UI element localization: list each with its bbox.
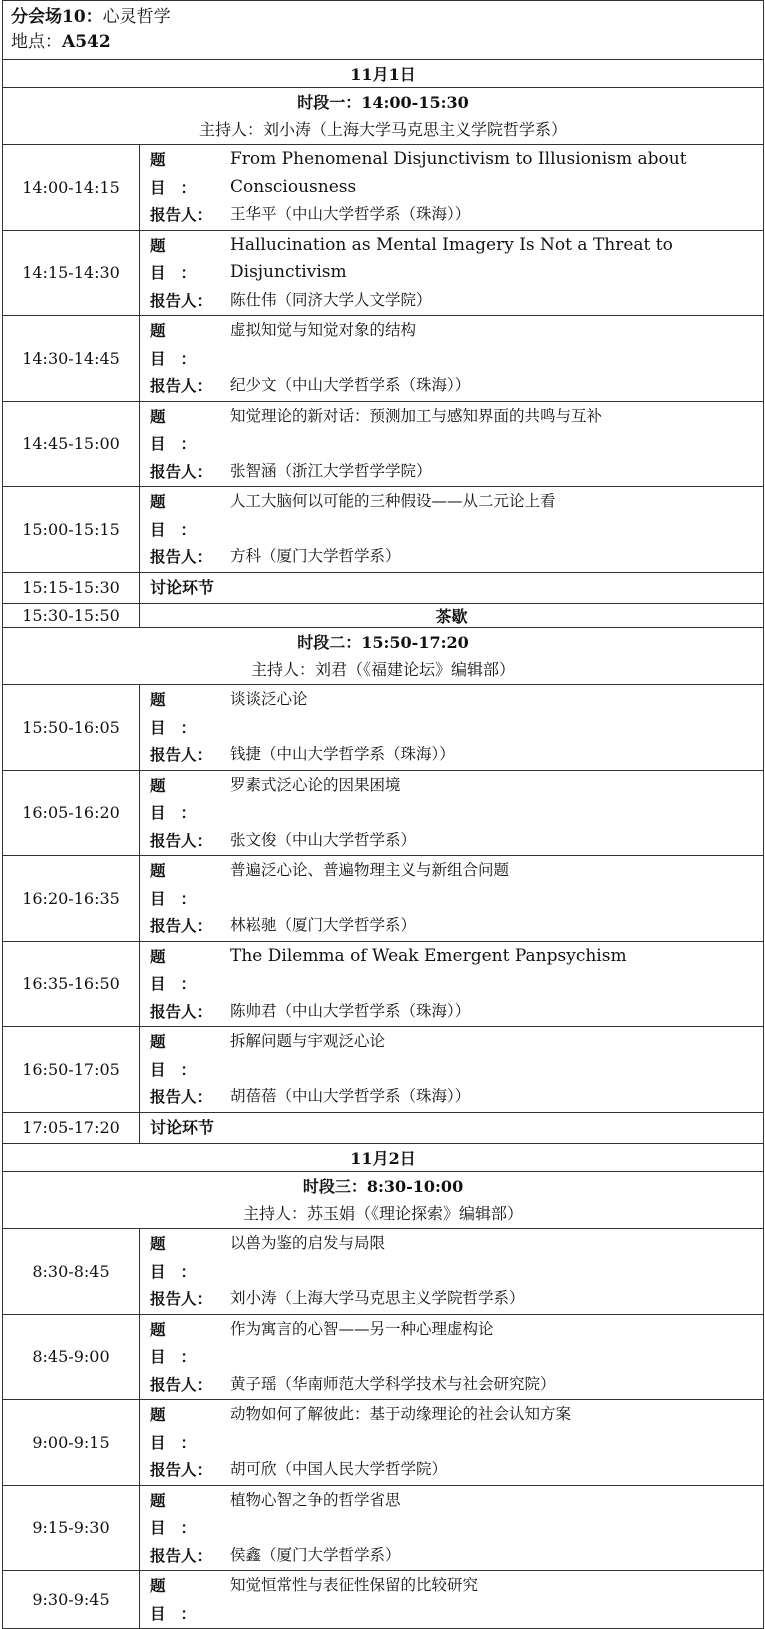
talk-row [3, 1571, 764, 1629]
speaker-label: 报告人： [150, 830, 213, 850]
talk-row [3, 1027, 764, 1113]
discussion-cell [140, 1112, 764, 1144]
session-host: 主持人：刘小涛（上海大学马克思主义学院哲学系） [199, 120, 568, 139]
speaker-label: 报告人： [150, 1460, 213, 1479]
talk-time: 8:30-8:45 [3, 1229, 140, 1315]
venue-label: 分会场10： [11, 7, 103, 27]
talk-details [140, 487, 764, 573]
talk-title: From Phenomenal Disjunctivism to Illusionism about Consciousness [230, 149, 687, 197]
discussion-row [3, 1112, 764, 1144]
discussion-row [3, 572, 764, 604]
tea-break-row [3, 604, 764, 628]
title-label: 题 目： [150, 150, 212, 197]
talk-details [140, 856, 764, 942]
session-title: 时段三：8:30-10:00 [302, 1177, 464, 1196]
talk-row [3, 856, 764, 942]
session-header-row [3, 628, 764, 685]
talk-title-line [150, 943, 759, 998]
location-label: 地点： [11, 32, 62, 52]
session-header [3, 88, 764, 145]
talk-title-line [150, 1316, 759, 1371]
talk-details [140, 941, 764, 1027]
talk-title-line [150, 857, 759, 912]
talk-row [3, 1485, 764, 1571]
discussion-time: 15:15-15:30 [3, 572, 140, 604]
session-title: 时段二：15:50-17:20 [297, 633, 469, 652]
talk-speaker: 林崧驰（厦门大学哲学系） [230, 916, 417, 934]
title-label: 题 目： [150, 1490, 212, 1537]
talk-time: 9:15-9:30 [3, 1485, 140, 1571]
discussion-label: 讨论环节 [150, 577, 215, 597]
talk-title-line [150, 403, 759, 458]
speaker-label: 报告人： [150, 461, 213, 481]
talk-title-line [150, 488, 759, 543]
session-header-row [3, 88, 764, 145]
talk-title-line [150, 772, 759, 827]
discussion-time: 17:05-17:20 [3, 1112, 140, 1144]
speaker-label: 报告人： [150, 1545, 213, 1565]
session-header [3, 1172, 764, 1229]
talk-title-line [150, 1401, 759, 1456]
talk-speaker-line [150, 1456, 759, 1484]
talk-speaker-line [150, 201, 759, 229]
talk-title: 拆解问题与宇观泛心论 [230, 1032, 386, 1050]
venue-name: 心灵哲学 [102, 7, 171, 27]
talk-details [140, 1229, 764, 1315]
talk-time: 14:00-14:15 [3, 145, 140, 231]
session-title: 时段一：14:00-15:30 [297, 93, 469, 112]
talk-row [3, 145, 764, 231]
date-heading: 11月2日 [3, 1144, 764, 1172]
talk-title-line [150, 232, 759, 287]
schedule-table [2, 0, 764, 1629]
talk-details [140, 770, 764, 856]
talk-speaker: 胡可欣（中国人民大学哲学院） [230, 1460, 448, 1478]
talk-title-line [150, 1028, 759, 1083]
session-host: 主持人：刘君（《福建论坛》编辑部） [251, 660, 516, 679]
talk-details [140, 1400, 764, 1486]
talk-details [140, 685, 764, 771]
talk-title: 罗素式泛心论的因果困境 [230, 775, 401, 794]
talk-title: 人工大脑何以可能的三种假设——从二元论上看 [230, 492, 556, 510]
talk-row [3, 941, 764, 1027]
title-label: 题 目： [150, 775, 212, 822]
talk-row [3, 770, 764, 856]
talk-speaker-line [150, 998, 759, 1026]
talk-speaker-line [150, 1371, 759, 1399]
talk-title: 以兽为鉴的启发与局限 [230, 1234, 386, 1252]
talk-title: 作为寓言的心智——另一种心理虚构论 [230, 1319, 494, 1338]
title-label: 题 目： [150, 1576, 212, 1623]
title-label: 题 目： [150, 492, 212, 539]
speaker-label: 报告人： [150, 916, 213, 935]
speaker-label: 报告人： [150, 1374, 213, 1394]
talk-speaker-line [150, 458, 759, 486]
talk-title-line [150, 146, 759, 201]
talk-details [140, 145, 764, 231]
talk-speaker: 胡蓓蓓（中山大学哲学系（珠海）） [230, 1087, 471, 1105]
talk-title: Hallucination as Mental Imagery Is Not a Threat to Disjunctivism [230, 234, 673, 282]
speaker-label: 报告人： [150, 1289, 213, 1308]
talk-details [140, 230, 764, 316]
speaker-label: 报告人： [150, 547, 213, 566]
title-label: 题 目： [150, 406, 212, 453]
talk-details [140, 1027, 764, 1113]
speaker-label: 报告人： [150, 290, 213, 310]
talk-speaker: 陈帅君（中山大学哲学系（珠海）） [230, 1001, 471, 1020]
talk-speaker: 王华平（中山大学哲学系（珠海）） [230, 205, 471, 223]
talk-speaker-line [150, 287, 759, 315]
talk-speaker-line [150, 912, 759, 940]
talk-time: 15:50-16:05 [3, 685, 140, 771]
talk-speaker: 侯鑫（厦门大学哲学系） [230, 1545, 401, 1564]
talk-speaker-line [150, 741, 759, 769]
speaker-label: 报告人： [150, 205, 213, 224]
talk-title: 知觉恒常性与表征性保留的比较研究 [230, 1576, 479, 1594]
talk-title-line [150, 317, 759, 372]
title-label: 题 目： [150, 1032, 212, 1079]
talk-time: 14:15-14:30 [3, 230, 140, 316]
talk-speaker-line [150, 1083, 759, 1111]
talk-time: 16:50-17:05 [3, 1027, 140, 1113]
talk-speaker-line [150, 372, 759, 400]
talk-time: 9:00-9:15 [3, 1400, 140, 1486]
title-label: 题 目： [150, 1405, 212, 1452]
discussion-cell [140, 572, 764, 604]
talk-title: 谈谈泛心论 [230, 690, 308, 708]
talk-speaker-line [150, 1542, 759, 1570]
talk-title: 普遍泛心论、普遍物理主义与新组合问题 [230, 861, 510, 879]
talk-title: The Dilemma of Weak Emergent Panpsychism [230, 945, 627, 966]
talk-speaker-line [150, 827, 759, 855]
talk-time: 16:05-16:20 [3, 770, 140, 856]
title-label: 题 目： [150, 1234, 212, 1281]
talk-title: 知觉理论的新对话：预测加工与感知界面的共鸣与互补 [230, 406, 603, 425]
talk-speaker-line [150, 543, 759, 571]
talk-speaker: 张文俊（中山大学哲学系） [230, 830, 417, 849]
tea-break-time: 15:30-15:50 [3, 604, 140, 628]
title-label: 题 目： [150, 946, 212, 993]
talk-speaker: 钱捷（中山大学哲学系（珠海）） [230, 745, 455, 763]
talk-speaker-line [150, 1285, 759, 1313]
title-label: 题 目： [150, 861, 212, 908]
talk-speaker: 陈仕伟（同济大学人文学院） [230, 290, 432, 309]
talk-row [3, 1400, 764, 1486]
date-heading: 11月1日 [3, 60, 764, 88]
venue-header [3, 1, 764, 60]
talk-title: 虚拟知觉与知觉对象的结构 [230, 321, 417, 339]
talk-row [3, 401, 764, 487]
talk-speaker: 黄子瑶（华南师范大学科学技术与社会研究院） [230, 1374, 556, 1393]
date-row [3, 60, 764, 88]
talk-details [140, 316, 764, 402]
talk-row [3, 230, 764, 316]
session-header [3, 628, 764, 685]
speaker-label: 报告人： [150, 745, 213, 764]
talk-row [3, 316, 764, 402]
discussion-label: 讨论环节 [150, 1117, 215, 1137]
talk-details [140, 1314, 764, 1400]
title-label: 题 目： [150, 690, 212, 737]
talk-time: 8:45-9:00 [3, 1314, 140, 1400]
title-label: 题 目： [150, 235, 212, 282]
speaker-label: 报告人： [150, 1087, 213, 1106]
talk-title-line [150, 1230, 759, 1285]
talk-time: 9:30-9:45 [3, 1571, 140, 1629]
talk-details [140, 1485, 764, 1571]
location-value: A542 [62, 32, 111, 52]
talk-row [3, 685, 764, 771]
talk-time: 16:35-16:50 [3, 941, 140, 1027]
talk-time: 14:30-14:45 [3, 316, 140, 402]
talk-speaker: 刘小涛（上海大学马克思主义学院哲学系） [230, 1289, 525, 1307]
speaker-label: 报告人： [150, 1001, 213, 1021]
title-label: 题 目： [150, 321, 212, 368]
talk-time: 15:00-15:15 [3, 487, 140, 573]
talk-title-line [150, 1487, 759, 1542]
talk-time: 16:20-16:35 [3, 856, 140, 942]
talk-speaker: 张智涵（浙江大学哲学学院） [230, 461, 432, 480]
talk-row [3, 1229, 764, 1315]
talk-title: 植物心智之争的哲学省思 [230, 1490, 401, 1509]
talk-details [140, 401, 764, 487]
session-header-row [3, 1172, 764, 1229]
talk-row [3, 1314, 764, 1400]
speaker-label: 报告人： [150, 376, 213, 395]
talk-row [3, 487, 764, 573]
title-label: 题 目： [150, 1319, 212, 1366]
talk-title-line [150, 1572, 759, 1627]
talk-title-line [150, 686, 759, 741]
date-row [3, 1144, 764, 1172]
tea-break-label: 茶歇 [140, 604, 764, 628]
talk-speaker: 方科（厦门大学哲学系） [230, 547, 401, 565]
session-host: 主持人：苏玉娟（《理论探索》编辑部） [243, 1204, 524, 1223]
talk-time: 14:45-15:00 [3, 401, 140, 487]
talk-speaker: 纪少文（中山大学哲学系（珠海）） [230, 376, 471, 394]
talk-details [140, 1571, 764, 1629]
talk-title: 动物如何了解彼此：基于动缘理论的社会认知方案 [230, 1405, 572, 1423]
